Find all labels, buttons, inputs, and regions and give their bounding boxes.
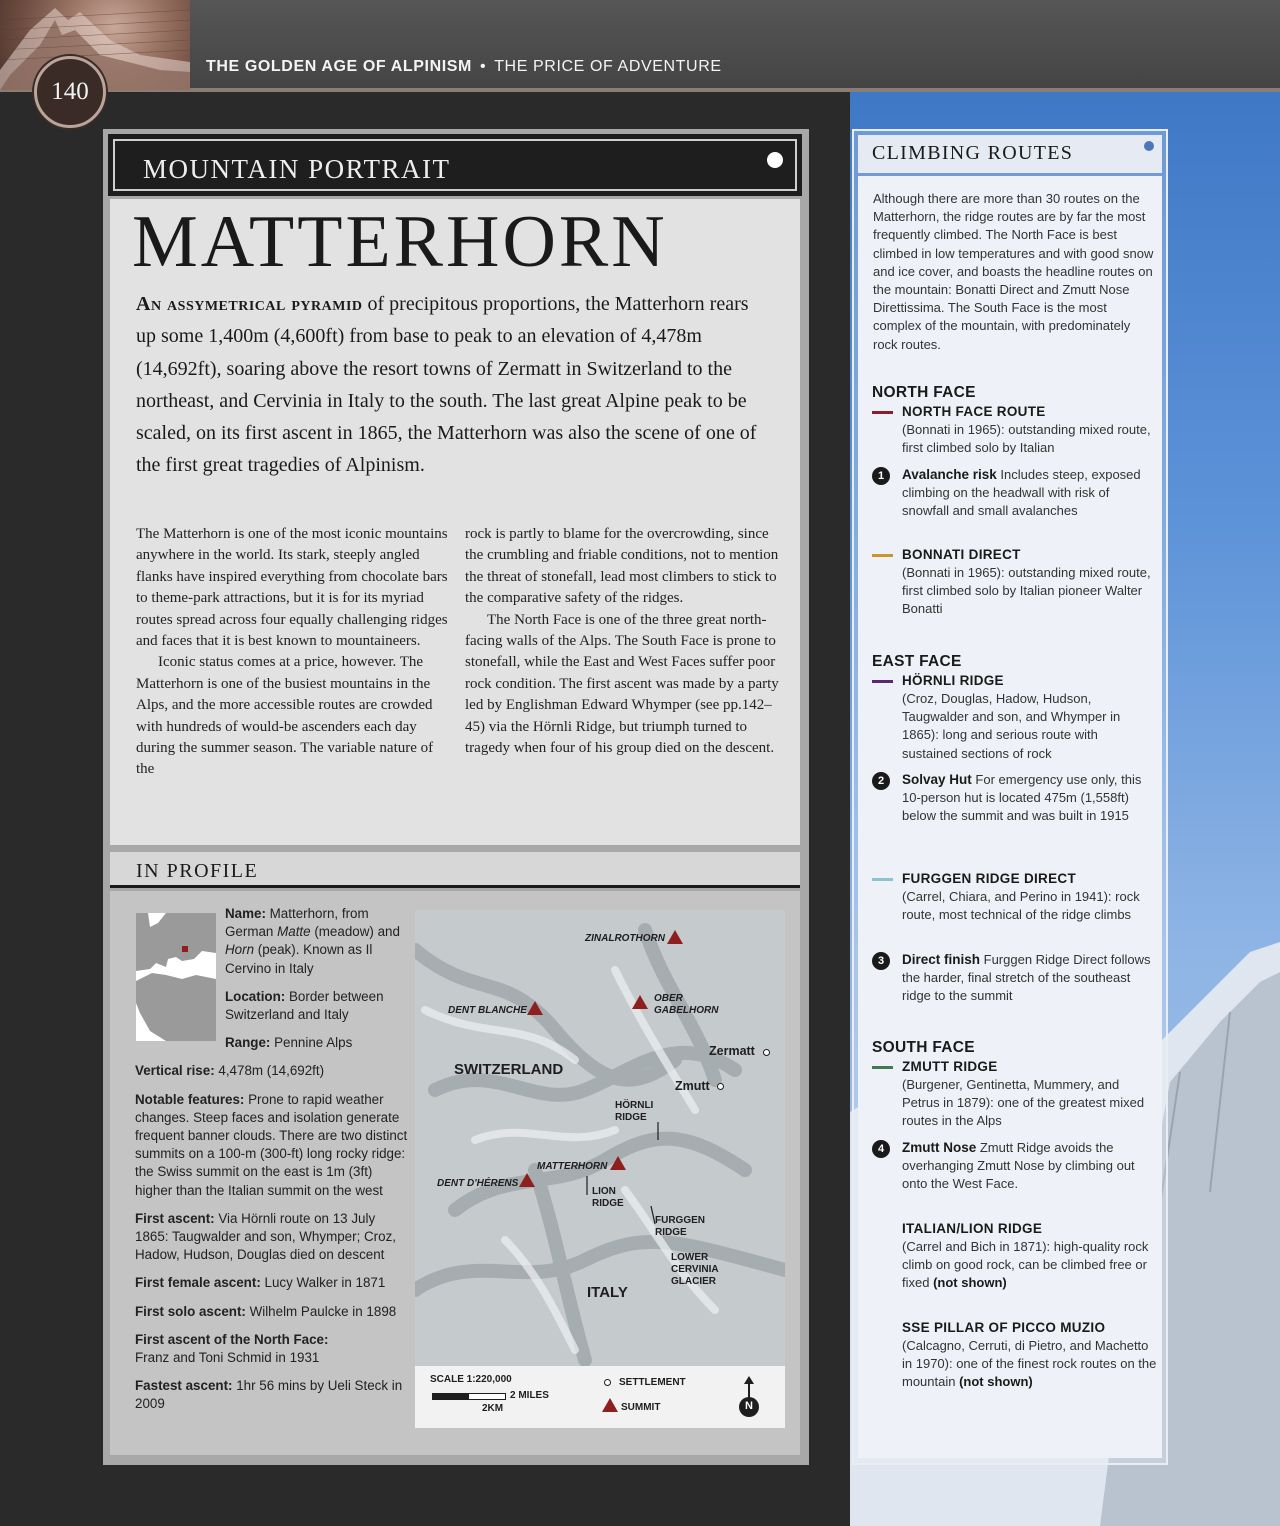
route-hornli-ridge [872,672,1157,763]
number-3-icon: 3 [872,952,890,970]
fact-first-solo-ascent: First solo ascent: Wilhelm Paulcke in 1898 [135,1303,397,1319]
not-shown-note: (not shown) [959,1374,1033,1390]
page-title: MATTERHORN [132,201,668,283]
fact-first-female-ascent: First female ascent: Lucy Walker in 1871 [135,1275,386,1291]
settlement-marker [763,1049,770,1056]
map-label-zinalrothorn: ZINALROTHORN [585,933,665,944]
map-scale: SCALE 1:220,000 [430,1374,512,1385]
fact-fastest-ascent: Fastest ascent: 1hr 56 mins by Ueli Steck in 2009 [135,1378,403,1412]
map-label-matterhorn: MATTERHORN [537,1161,608,1172]
chapter-title: THE GOLDEN AGE OF ALPINISM [206,58,472,75]
portrait-label: MOUNTAIN PORTRAIT [143,154,451,184]
profile-label: IN PROFILE [136,860,259,882]
route-line-north [872,411,893,414]
fact-first-ascent: First ascent: Via Hörnli route on 13 July 1865: Taugwalder and son, Whymper; Croz, Hadow, Hudson, Douglas died on descent [135,1210,397,1263]
route-description: (Bonnati in 1965): outstanding mixed route, first climbed solo by Italian pioneer Walter Bonatti [902,565,1151,617]
summit-marker [667,930,683,944]
body-paragraph: The Matterhorn is one of the most iconic mountains anywhere in the world. Its stark, steeply angled flanks have inspired everything from chocolate bars to theme-park attractions, but it is for its myriad routes spread across four equally challenging ridges and faces that it is best known to mountaineers. [136,526,448,650]
route-line-bonnati [872,554,893,557]
map-label-dent-dherens: DENT D'HÉRENS [437,1178,519,1189]
note-text: Includes steep, exposed climbing on the headwall with risk of snowfall and small avalanches [902,467,1141,519]
route-description: (Carrel and Bich in 1871): high-quality rock climb on good rock, can be climbed free or fixed [902,1239,1149,1291]
body-paragraph: The North Face is one of the three great north-facing walls of the Alps. The South Face is prone to stonefall, while the East and West Faces suffer poor rock condition. The first ascent was made by a party led by Englishman Edward Whymper (see pp.142–45) via the Hörnli Ridge, but triumph turned to tragedy when four of his group died on the descent. [465,611,779,757]
fact-name: Name: Matterhorn, from German Matte (meadow) and Horn (peak). Known as Il Cervino in Italy [225,906,400,976]
portrait-header [108,134,802,196]
route-description: (Bonnati in 1965): outstanding mixed route, first climbed solo by Italian [902,422,1151,456]
route-description: (Croz, Douglas, Hadow, Hudson, Taugwalder and son, and Whymper in 1865): long and serious route with sustained sections of rock [902,691,1121,761]
route-description: (Carrel, Chiara, and Perino in 1941): rock route, most technical of the ridge climbs [902,889,1140,923]
map-legend [415,1366,785,1428]
note-title: Solvay Hut [902,772,972,787]
number-2-icon: 2 [872,772,890,790]
north-label: N [745,1400,753,1412]
map-label-italy: ITALY [587,1284,628,1301]
route-description: (Calcagno, Cerruti, di Pietro, and Machetto in 1970): one of the finest rock routes on the mountain [902,1338,1157,1390]
legend-summit: SUMMIT [621,1402,661,1413]
route-line-zmutt [872,1066,893,1069]
route-name: ITALIAN/LION RIDGE [902,1221,1043,1236]
body-paragraph: rock is partly to blame for the overcrowding, since the crumbling and friable conditions, not to mention the threat of stonefall, lead most climbers to stick to the comparative safety of the ridges. [465,526,779,607]
summit-marker [610,1156,626,1170]
map-label-lower-cervinia-glacier: LOWER CERVINIA GLACIER [671,1252,719,1287]
route-name: ZMUTT RIDGE [902,1059,998,1074]
body-column-1 [136,524,452,781]
page-number: 140 [34,56,106,128]
note-title: Direct finish [902,952,981,967]
fact-north-face-ascent: First ascent of the North Face: Franz and Toni Schmid in 1931 [135,1331,329,1366]
note-1 [872,466,1157,521]
body-column-2 [465,524,781,759]
map-label-ober-gabelhorn: OBER GABELHORN [654,993,719,1016]
route-name: FURGGEN RIDGE DIRECT [902,871,1077,886]
running-head [206,58,722,76]
map-label-hornli-ridge: HÖRNLI RIDGE [615,1100,654,1123]
not-shown-note: (not shown) [933,1275,1007,1291]
route-sse-pillar [902,1319,1157,1392]
legend-settlement-icon [604,1379,611,1386]
note-text: For emergency use only, this 10-person hut is located 475m (1,558ft) below the summit and was built in 1915 [902,772,1142,824]
header-dot-icon [767,152,783,168]
summit-marker [527,1001,543,1015]
profile-header [110,852,800,888]
note-3 [872,951,1157,1006]
routes-header [858,135,1162,173]
running-head-separator: • [479,58,487,75]
scale-miles: 2 MILES [510,1390,549,1401]
fact-range: Range: Pennine Alps [225,1035,353,1051]
fact-location: Location: Border between Switzerland and Italy [225,988,384,1023]
body-paragraph: Iconic status comes at a price, however. The Matterhorn is one of the busiest mountains in the Alps, and the more accessible routes are crowded with hundreds of would-be ascenders each day during the summer season. The variable nature of the [136,654,434,778]
section-north-face: NORTH FACE [872,384,976,401]
scale-km: 2KM [482,1403,504,1414]
route-description: (Burgener, Gentinetta, Mummery, and Petrus in 1879): one of the greatest mixed routes in the Alps [902,1077,1145,1129]
north-arrow-icon [738,1376,760,1420]
header-dot-icon [1144,141,1154,151]
section-east-face: EAST FACE [872,653,962,670]
profile-facts [135,905,410,1424]
legend-settlement: SETTLEMENT [619,1377,686,1388]
intro-lead: An assymetrical pyramid [136,293,363,315]
map-label-furggen-ridge: FURGGEN RIDGE [655,1215,705,1238]
route-zmutt-ridge [872,1058,1157,1131]
route-name: SSE PILLAR OF PICCO MUZIO [902,1320,1106,1335]
route-furggen-ridge-direct [872,870,1157,924]
page-header [0,0,1280,90]
note-title: Zmutt Nose [902,1140,977,1155]
note-text: Furggen Ridge Direct follows the harder, final stretch of the southeast ridge to the summit [902,952,1151,1004]
note-4 [872,1139,1157,1194]
scale-bar [432,1393,506,1400]
relief-map [415,910,785,1428]
route-line-hornli [872,680,893,683]
routes-label: CLIMBING ROUTES [872,142,1074,164]
map-label-switzerland: SWITZERLAND [454,1061,564,1078]
settlement-marker [717,1083,724,1090]
legend-summit-icon [602,1398,618,1412]
intro-text: of precipitous proportions, the Matterhorn rears up some 1,400m (4,600ft) from base to peak to an elevation of 4,478m (14,692ft), soaring above the resort towns of Zermatt in Switzerland to the northeast, and Cervinia in Italy to the south. The last great Alpine peak to be scaled, on its first ascent in 1865, the Matterhorn was also the scene of one of the first great tragedies of Alpinism. [136,293,757,477]
map-label-lion-ridge: LION RIDGE [592,1186,624,1209]
summit-marker [519,1173,535,1187]
route-italian-lion-ridge [902,1220,1157,1293]
section-south-face: SOUTH FACE [872,1039,975,1056]
map-label-dent-blanche: DENT BLANCHE [448,1005,527,1016]
map-label-zermatt: Zermatt [709,1044,755,1058]
topic-title: THE PRICE OF ADVENTURE [494,58,722,75]
route-north-face [872,403,1157,457]
route-name: HÖRNLI RIDGE [902,673,1004,688]
number-4-icon: 4 [872,1140,890,1158]
routes-intro: Although there are more than 30 routes on the Matterhorn, the ridge routes are by far the most frequently climbed. The North Face is best climbed in low temperatures and with good snow and ice cover, and boasts the headline routes on the mountain: Bonatti Direct and Zmutt Nose Direttissima. The South Face is the most complex of the mountain, with predominately rock routes. [873,191,1154,352]
fact-vertical-rise: Vertical rise: 4,478m (14,692ft) [135,1063,325,1079]
route-name: NORTH FACE ROUTE [902,404,1046,419]
summit-marker [632,995,648,1009]
fact-notable-features: Notable features: Prone to rapid weather changes. Steep faces and isolation generate frequent banner clouds. There are two distinct summits on a 100-m (300-ft) long rocky ridge: the Swiss summit on the east is 1m (3ft) higher than the Italian summit on the west [135,1091,408,1198]
route-bonnati-direct [872,546,1157,619]
number-1-icon: 1 [872,467,890,485]
intro-paragraph [136,288,761,482]
route-name: BONNATI DIRECT [902,547,1021,562]
note-title: Avalanche risk [902,467,997,482]
route-line-furggen [872,878,893,881]
note-text: Zmutt Ridge avoids the overhanging Zmutt Nose by climbing out onto the West Face. [902,1140,1135,1192]
portrait-header-border [113,139,797,191]
map-label-zmutt: Zmutt [675,1079,710,1093]
note-2 [872,771,1157,826]
